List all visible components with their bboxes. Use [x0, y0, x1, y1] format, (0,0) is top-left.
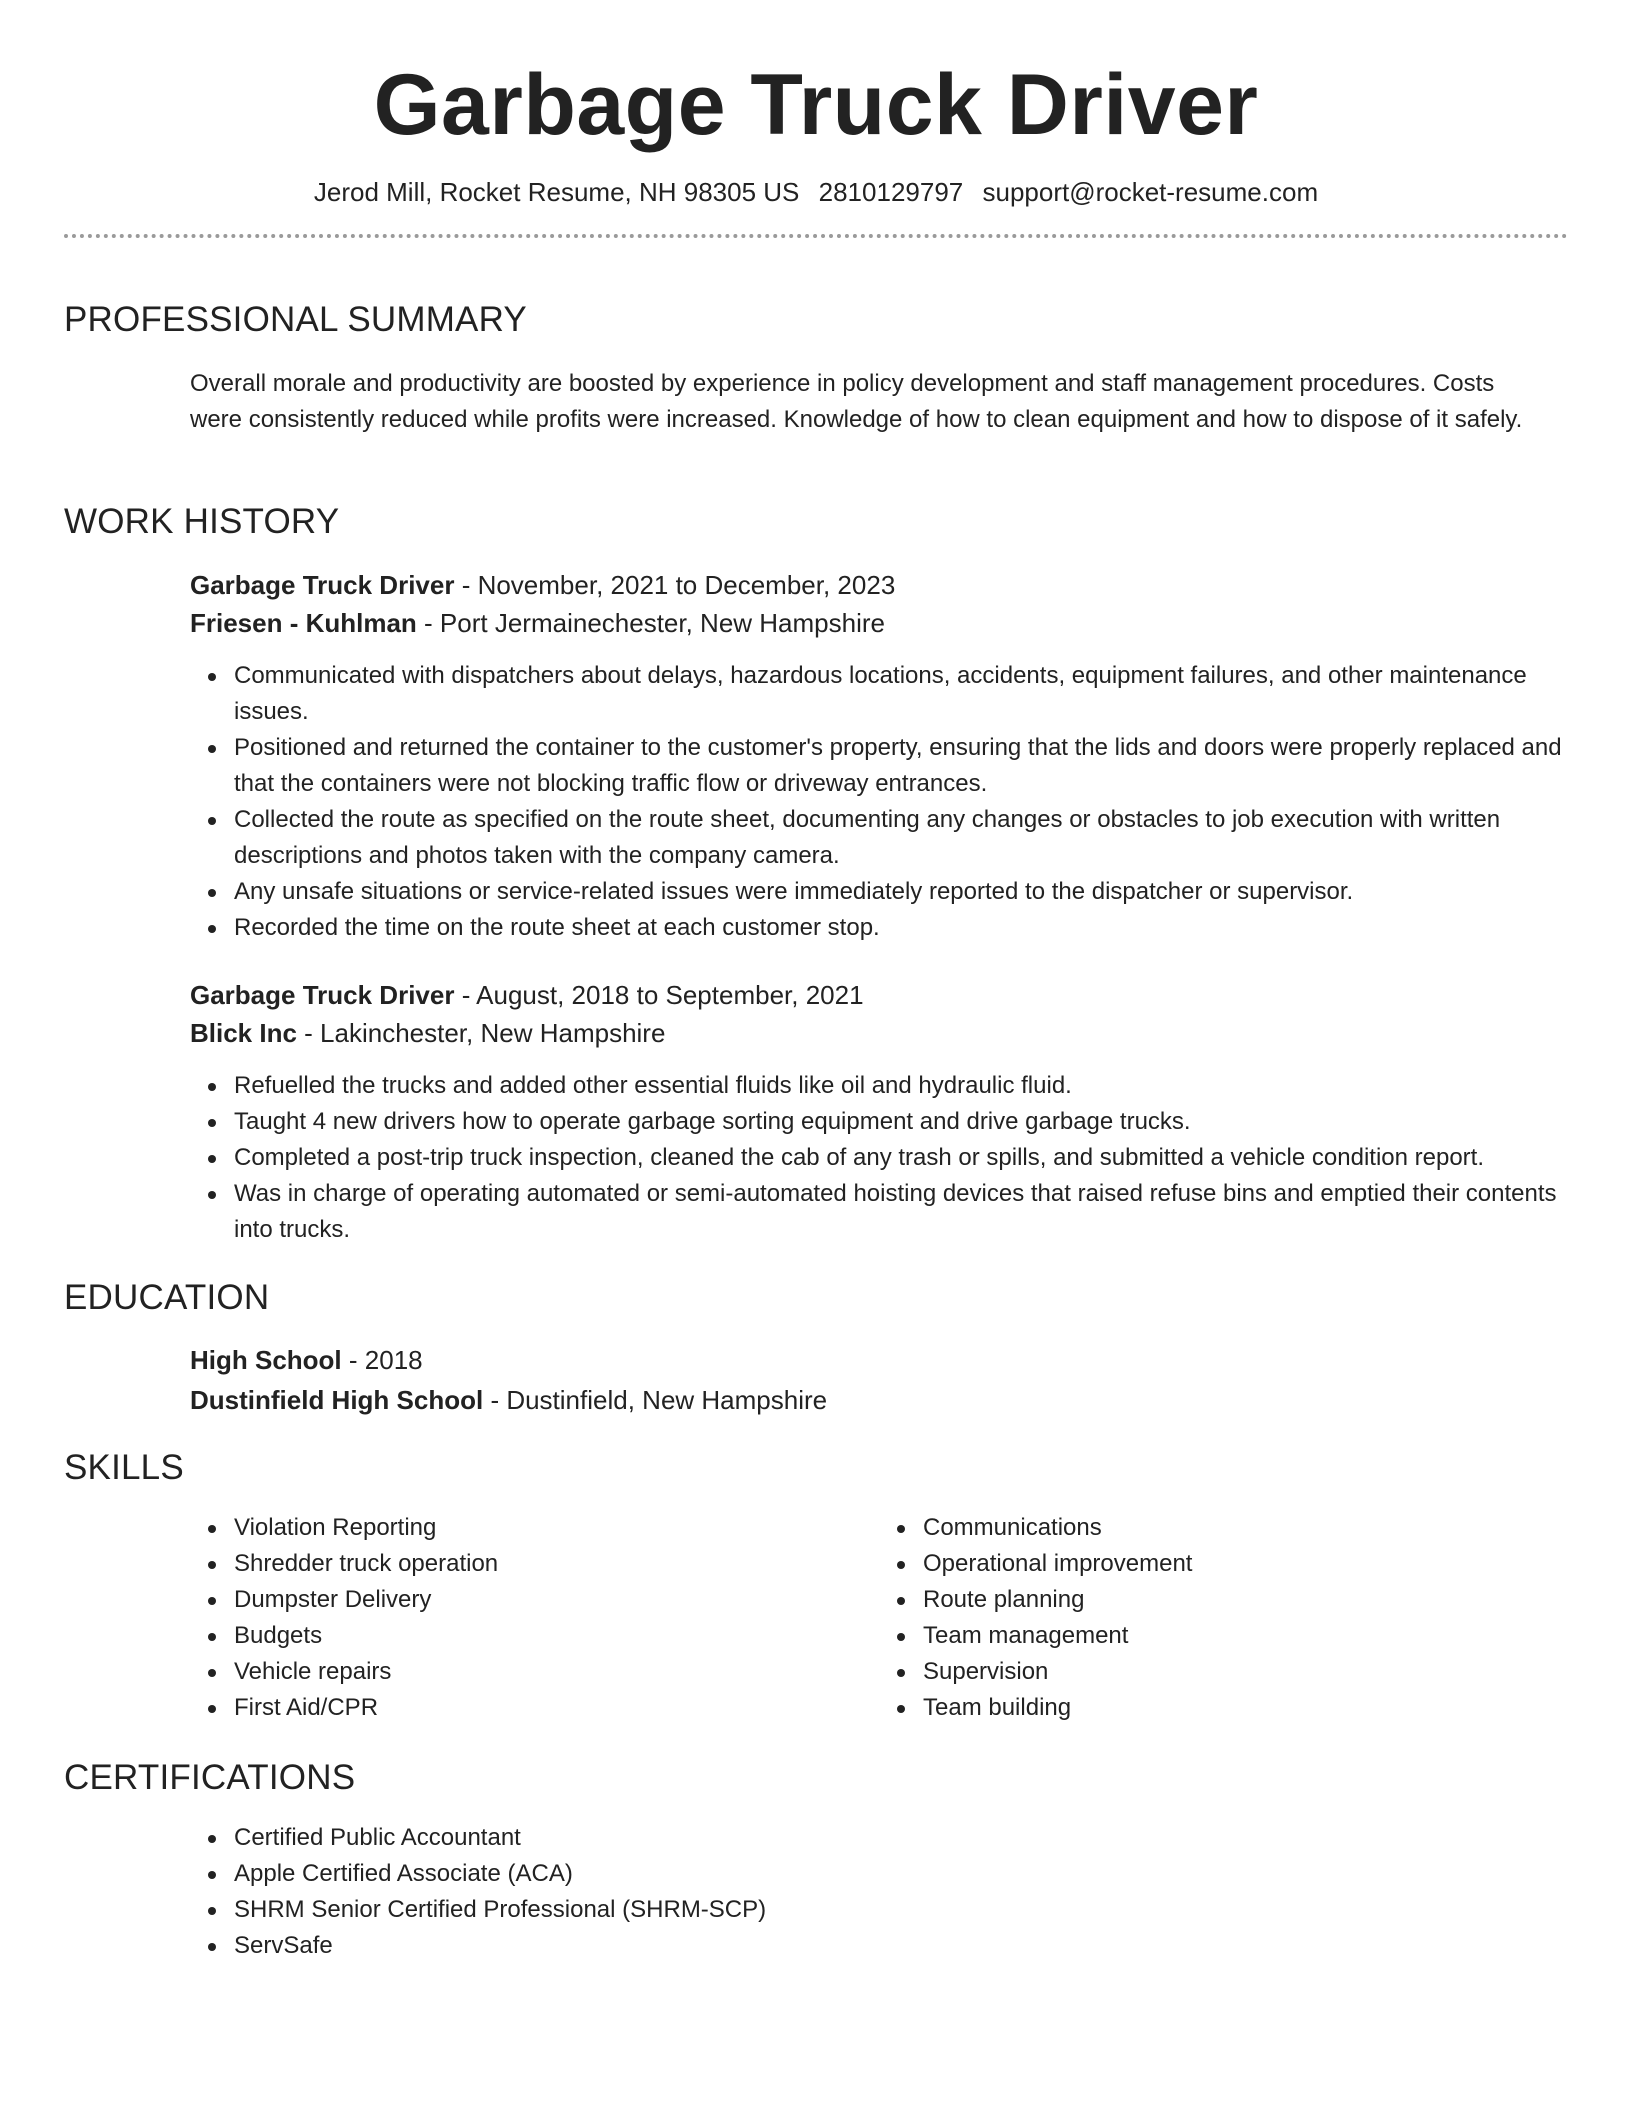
job-bullet: Recorded the time on the route sheet at each customer stop.: [234, 910, 1568, 946]
skill-item: Communications: [923, 1510, 1568, 1546]
certifications-section: [64, 1758, 1568, 1964]
job-company-line: [190, 604, 1568, 642]
job-location: - Lakinchester, New Hampshire: [296, 1018, 666, 1048]
education-year: - 2018: [341, 1345, 423, 1375]
skill-item: Vehicle repairs: [234, 1654, 879, 1690]
job-bullet: Completed a post-trip truck inspection, cleaned the cab of any trash or spills, and submitted a vehicle condition report.: [234, 1140, 1568, 1176]
certifications-list-wrap: [190, 1820, 1568, 1964]
summary-section: [64, 300, 1568, 438]
skill-item: Dumpster Delivery: [234, 1582, 879, 1618]
contact-phone: 2810129797: [818, 176, 964, 207]
certification-item: Certified Public Accountant: [234, 1820, 1568, 1856]
job-bullet: Was in charge of operating automated or semi-automated hoisting devices that raised refuse bins and emptied their contents into trucks.: [234, 1176, 1568, 1248]
job-bullet: Positioned and returned the container to the customer's property, ensuring that the lids and doors were properly replaced and that the containers were not blocking traffic flow or driveway entrances.: [234, 730, 1568, 802]
skills-column-left: [190, 1510, 879, 1726]
job-dates: - November, 2021 to December, 2023: [454, 570, 896, 600]
skill-item: First Aid/CPR: [234, 1690, 879, 1726]
job-title: Garbage Truck Driver: [190, 570, 455, 600]
skills-heading: SKILLS: [64, 1448, 184, 1487]
job-title-line: [190, 976, 1568, 1014]
resume-page: [64, 0, 1568, 1959]
job-entry: [190, 976, 1568, 1248]
education-school: Dustinfield High School: [190, 1385, 484, 1415]
education-degree: High School: [190, 1345, 342, 1375]
skill-item: Budgets: [234, 1618, 879, 1654]
job-bullets: [190, 658, 1568, 946]
work-history-heading: WORK HISTORY: [64, 502, 340, 541]
summary-text: Overall morale and productivity are boosted by experience in policy development and staff management procedures. Costs were consistently reduced while profits were increased. Knowledge of how to clean equipment and how to dispose of it safely.: [190, 370, 1523, 433]
skill-item: Team building: [923, 1690, 1568, 1726]
skill-item: Supervision: [923, 1654, 1568, 1690]
skills-column-right: [879, 1510, 1568, 1726]
skill-item: Shredder truck operation: [234, 1546, 879, 1582]
education-location: - Dustinfield, New Hampshire: [483, 1385, 828, 1415]
skill-item: Team management: [923, 1618, 1568, 1654]
job-bullet: Taught 4 new drivers how to operate garbage sorting equipment and drive garbage trucks.: [234, 1104, 1568, 1140]
job-bullet: Refuelled the trucks and added other essential fluids like oil and hydraulic fluid.: [234, 1068, 1568, 1104]
job-company-line: [190, 1014, 1568, 1052]
job-location: - Port Jermainechester, New Hampshire: [416, 608, 885, 638]
education-heading: EDUCATION: [64, 1278, 270, 1317]
contact-address: Jerod Mill, Rocket Resume, NH 98305 US: [313, 176, 800, 207]
work-history-section: [64, 502, 1568, 1248]
skill-item: Violation Reporting: [234, 1510, 879, 1546]
job-bullet: Communicated with dispatchers about delays, hazardous locations, accidents, equipment failures, and other maintenance issues.: [234, 658, 1568, 730]
job-bullet: Any unsafe situations or service-related issues were immediately reported to the dispatcher or supervisor.: [234, 874, 1568, 910]
summary-heading: PROFESSIONAL SUMMARY: [64, 300, 527, 339]
job-company: Blick Inc: [190, 1018, 297, 1048]
contact-email: support@rocket-resume.com: [982, 176, 1319, 207]
contact-line: [64, 177, 1568, 208]
header-divider: [64, 234, 1568, 238]
job-bullet: Collected the route as specified on the route sheet, documenting any changes or obstacles to job execution with written descriptions and photos taken with the company camera.: [234, 802, 1568, 874]
certifications-heading: CERTIFICATIONS: [64, 1758, 356, 1797]
education-entry: [190, 1340, 1568, 1420]
education-section: [64, 1278, 1568, 1420]
certification-item: Apple Certified Associate (ACA): [234, 1856, 1568, 1892]
skills-section: [64, 1448, 1568, 1726]
certification-item: SHRM Senior Certified Professional (SHRM-SCP): [234, 1892, 1568, 1928]
job-bullets: [190, 1068, 1568, 1248]
education-degree-line: [190, 1340, 1568, 1380]
skills-grid: [190, 1510, 1568, 1726]
job-company: Friesen - Kuhlman: [190, 608, 417, 638]
job-title: Garbage Truck Driver: [190, 980, 455, 1010]
job-dates: - August, 2018 to September, 2021: [454, 980, 864, 1010]
skill-item: Route planning: [923, 1582, 1568, 1618]
resume-title: Garbage Truck Driver: [373, 57, 1259, 153]
job-title-line: [190, 566, 1568, 604]
education-school-line: [190, 1380, 1568, 1420]
skill-item: Operational improvement: [923, 1546, 1568, 1582]
certifications-list: [190, 1820, 1568, 1964]
job-entry: [190, 566, 1568, 946]
certification-item: ServSafe: [234, 1928, 1568, 1964]
